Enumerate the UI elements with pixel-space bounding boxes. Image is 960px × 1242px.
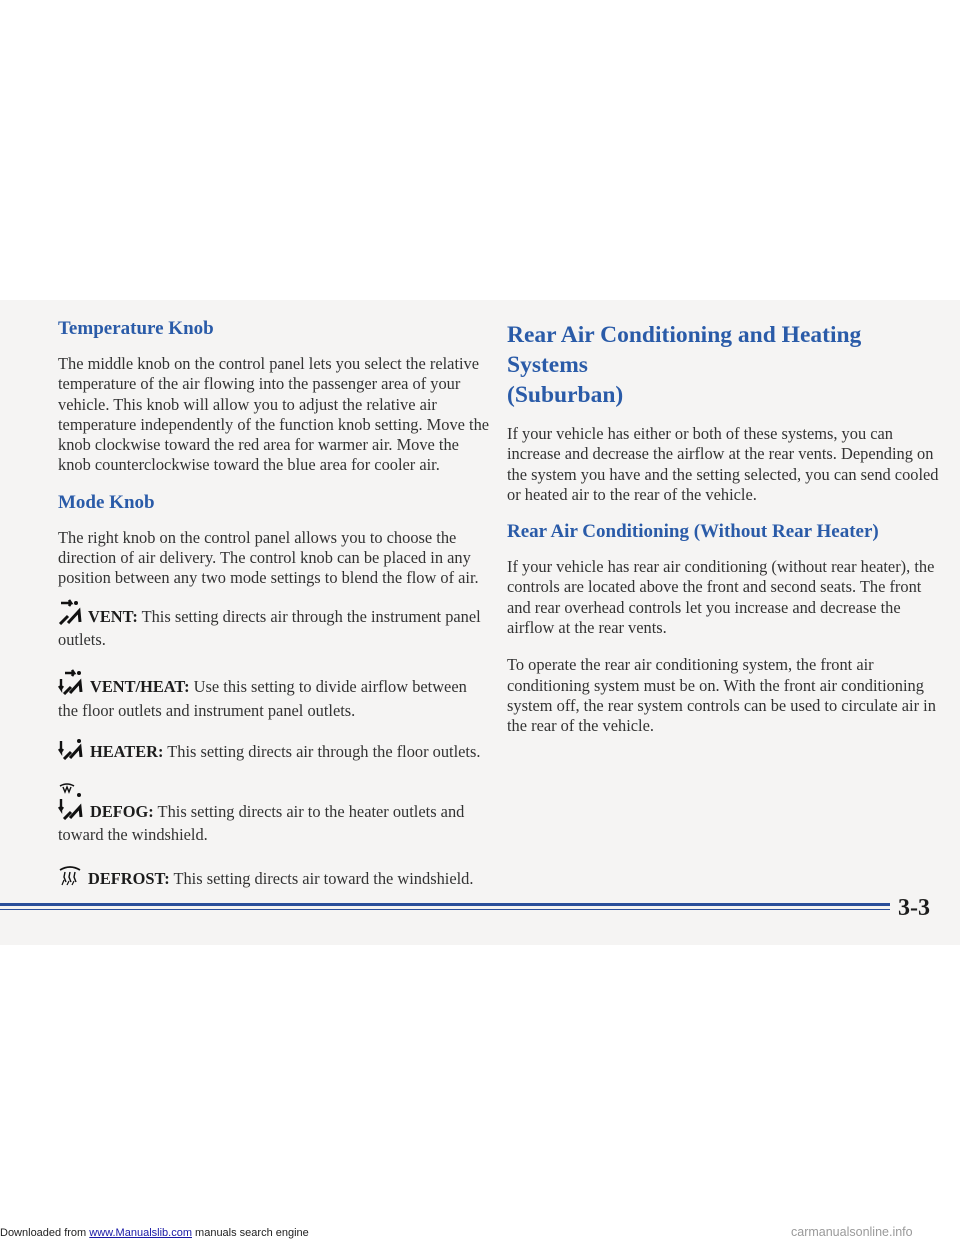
vent-heat-label: VENT/HEAT: (90, 677, 190, 697)
heater-label: HEATER: (90, 741, 164, 761)
manualslib-link[interactable]: www.Manualslib.com (89, 1227, 192, 1239)
temperature-knob-text: The middle knob on the control panel lets you select the relative temperature of the air flowing into the passenger area of your vehicle. This knob will allow you to adjust the relative air temperature independently of the function knob setting. Move the knob clockwise toward the red area for warmer air. Move the knob counterclockwise toward the blue area for cooler air. (58, 354, 490, 475)
footer-suffix: manuals search engine (191, 1227, 309, 1239)
vent-description: This setting directs air through the instrument panel outlets. (58, 606, 481, 649)
left-column (58, 318, 490, 892)
defrost-label: DEFROST: (88, 868, 170, 888)
footer-prefix: Downloaded from (0, 1227, 90, 1239)
mode-knob-heading: Mode Knob (58, 491, 155, 513)
defrost-description: This setting directs air toward the windshield. (169, 868, 474, 888)
mode-heater (58, 738, 490, 765)
bottom-rule-thin (0, 909, 890, 910)
defog-description: This setting directs air to the heater outlets and toward the windshield. (58, 802, 465, 845)
defog-label: DEFOG: (90, 802, 154, 822)
rear-ac-heating-title-line2: (Suburban) (507, 382, 624, 408)
vent-heat-description: Use this setting to divide airflow between the floor outlets and instrument panel outlets. (58, 677, 467, 720)
heater-icon (58, 738, 84, 765)
heater-description: This setting directs air through the floor outlets. (163, 741, 481, 761)
temperature-knob-heading: Temperature Knob (58, 318, 214, 339)
right-column (507, 320, 942, 737)
defog-icon (58, 782, 84, 825)
rear-ac-paragraph-2: To operate the rear air conditioning system, the front air conditioning system must be on. With the front air conditioning system off, the rear system controls can be used to circulate air in the rear of the vehicle. (507, 655, 936, 736)
rear-ac-paragraph-1: If your vehicle has rear air conditioning (without rear heater), the controls are located above the front and second seats. The front and rear overhead controls let you increase and decrease the airflow at the rear vents. (507, 557, 935, 638)
vent-icon (58, 597, 82, 630)
rear-systems-intro: If your vehicle has either or both of these systems, you can increase and decrease the airflow at the rear vents. Depending on the system you have and the setting selected, you can send cooled or heated air to the rear of the vehicle. (507, 424, 939, 504)
watermark-text: carmanualsonline.info (791, 1225, 913, 1239)
bottom-rule-thick (0, 903, 890, 906)
mode-knob-text: The right knob on the control panel allows you to choose the direction of air delivery. The control knob can be placed in any position between any two mode settings to blend the flow of air. (58, 527, 479, 588)
vent-label: VENT: (88, 606, 138, 626)
rear-ac-heating-title (507, 320, 942, 410)
defrost-icon (58, 863, 82, 892)
rear-ac-heating-title-line1: Rear Air Conditioning and Heating Systems (507, 322, 862, 378)
page-number: 3-3 (898, 895, 930, 921)
mode-vent-heat (58, 667, 490, 721)
download-footer (0, 1227, 309, 1239)
mode-defog (58, 782, 490, 846)
vent-heat-icon (58, 667, 84, 700)
mode-vent (58, 597, 490, 651)
rear-ac-without-heater-heading: Rear Air Conditioning (Without Rear Heater) (507, 521, 879, 543)
mode-defrost (58, 863, 490, 892)
